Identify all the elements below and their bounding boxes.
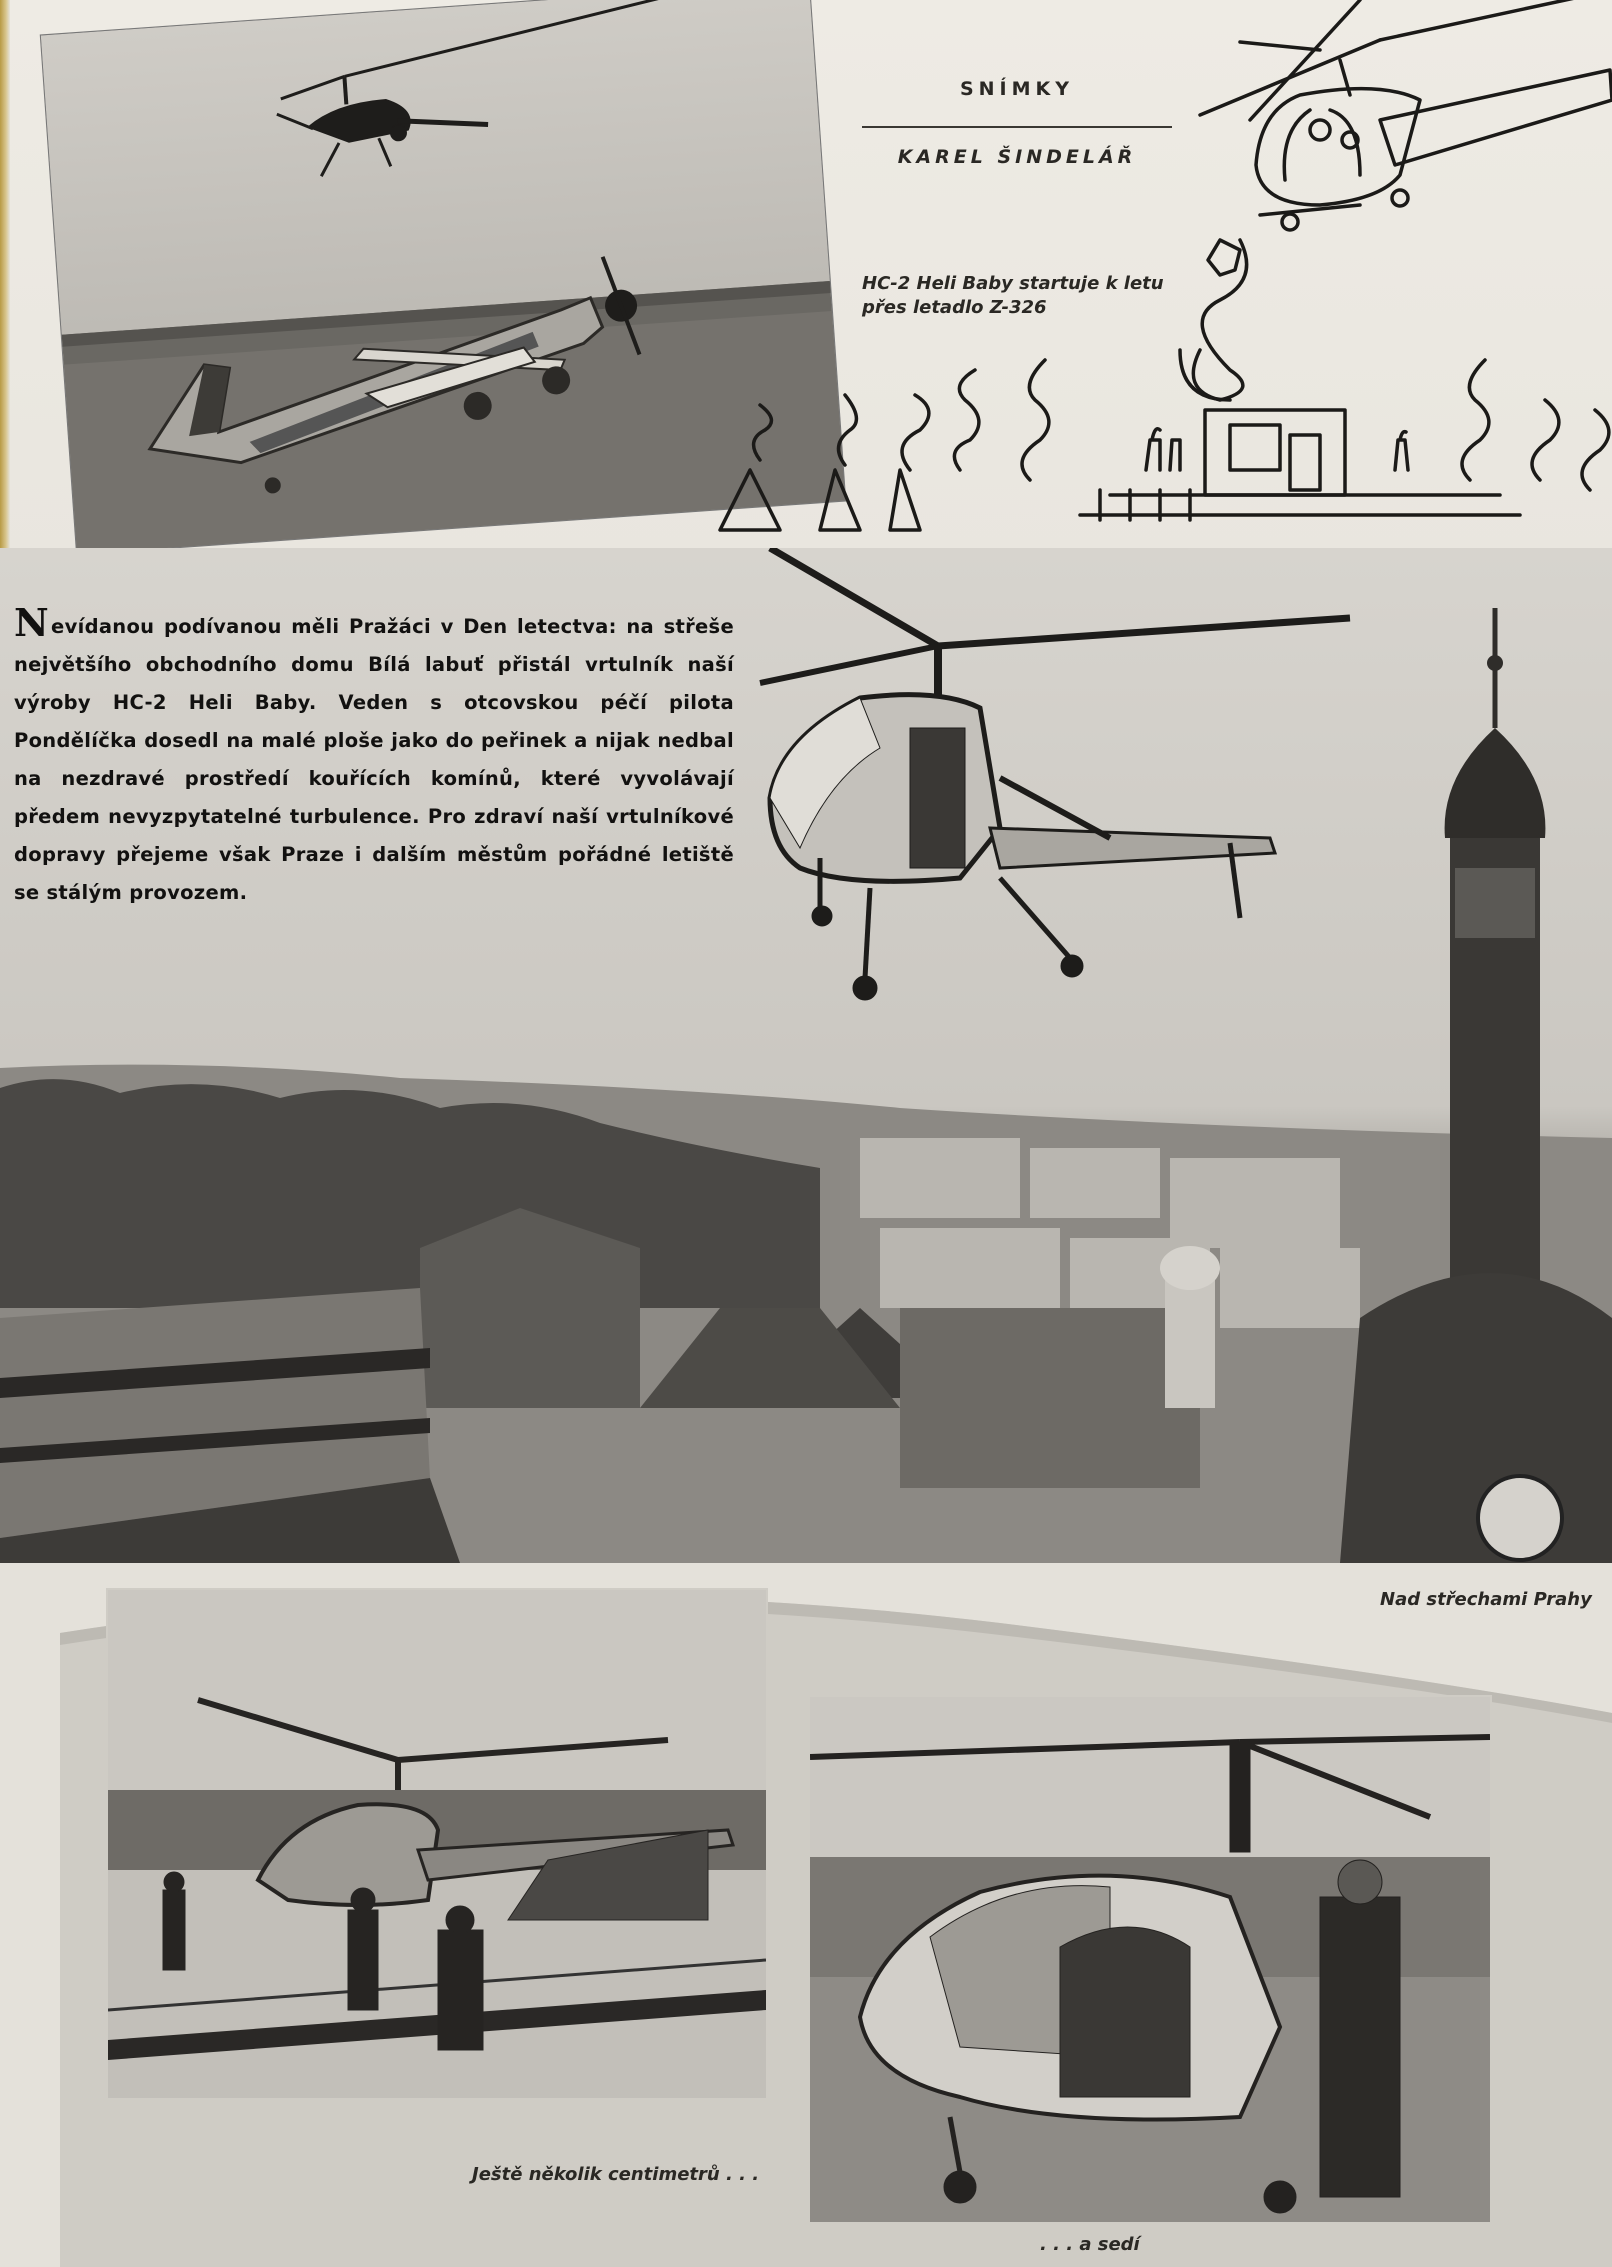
credit-name: KAREL ŠINDELÁŘ <box>897 146 1137 168</box>
caption-top-photo: HC-2 Heli Baby startuje k letu přes letadlo Z-326 <box>862 273 1164 319</box>
photo-helicopter-landing-roof <box>108 1590 766 2098</box>
caption-main-photo: Nad střechami Prahy <box>1380 1589 1592 1610</box>
caption-bottom-right: . . . a sedí <box>1040 2234 1140 2255</box>
article-dropcap: N <box>14 600 50 645</box>
article-body: evídanou podívanou měli Pražáci v Den letectva: na střeše největšího obchodního domu Bílá labuť přistál vrtulník naší výroby HC-2 Heli Baby. Veden s otcovskou péčí pilota Pondělíčka dosedl na malé ploše jako do peřinek a nijak nedbal na nezdravé prostředí kouřících komínů, které vyvolávají předem nevyzpytatelné turbulence. Pro zdraví naší vrtulníkové dopravy přejeme však Praze i dalším městům pořádné letiště se stálým provozem. <box>14 615 734 904</box>
article-text <box>14 600 734 912</box>
photo-helicopter-landed-pilot <box>810 1697 1490 2222</box>
sketch-illustration <box>660 0 1612 552</box>
credit-label: SNÍMKY <box>959 78 1075 100</box>
caption-bottom-left: Ještě několik centimetrů . . . <box>472 2164 760 2185</box>
